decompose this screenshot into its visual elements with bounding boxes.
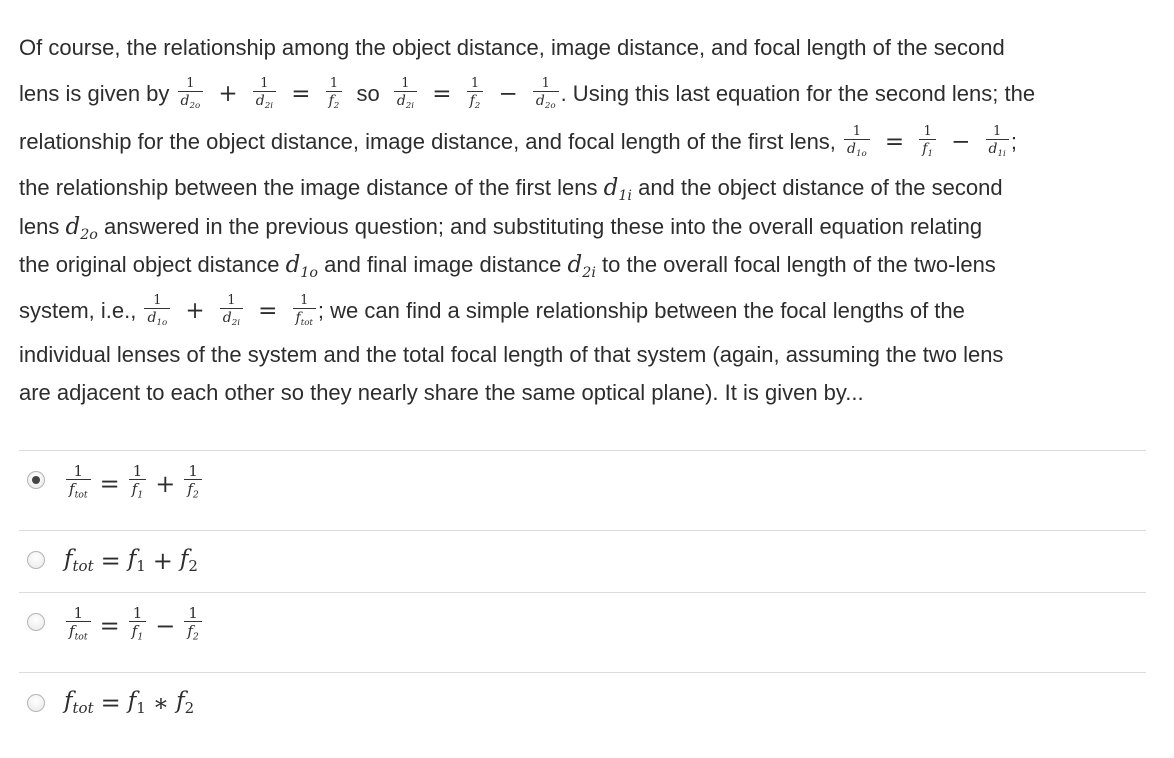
option-formula: $f_{tot}$ = $f_1$ + $f_2$ [64, 546, 198, 575]
fraction-1-over-d1o: $\frac{1}{d_{1o}}$ [144, 293, 170, 331]
question-text: and final image distance [324, 252, 562, 277]
fraction-1-over-f1: $\frac{1}{f_1}$ [919, 124, 936, 162]
question-text: the original object distance [19, 252, 280, 277]
fraction-1-over-d2o: $\frac{1}{d_{2o}}$ [178, 76, 204, 114]
question-text: to the overall focal length of the two-lens [602, 252, 996, 277]
option-formula: $\frac{1}{f_{tot}}$ = $\frac{1}{f_1}$ − $\frac{1}{f_2}$ [64, 606, 204, 645]
answer-option-2[interactable] [19, 531, 1146, 592]
question-text: so [356, 80, 380, 106]
question-text: lens is given by [19, 80, 170, 106]
equals-sign: = [258, 297, 278, 324]
question-text: system, i.e., [19, 297, 137, 323]
question-line-3 [19, 124, 1017, 162]
question-line-1: Of course, the relationship among the object distance, image distance, and focal length of the second [19, 35, 1005, 60]
question-text: . Using this last equation for the second lens; the [560, 80, 1036, 106]
fraction-1-over-d1o: $\frac{1}{d_{1o}}$ [844, 124, 870, 162]
plus-sign: + [218, 80, 238, 107]
equals-sign: = [432, 80, 452, 107]
equals-sign: = [291, 80, 311, 107]
question-text: the relationship between the image distance of the first lens [19, 175, 598, 200]
fraction-1-over-d2i: $\frac{1}{d_{2i}}$ [394, 76, 417, 114]
fraction-1-over-ftot: $\frac{1}{f_{tot}}$ [293, 293, 316, 331]
question-text: ; we can find a simple relationship between the focal lengths of the [317, 297, 965, 323]
question-text: answered in the previous question; and substituting these into the overall equation relating [104, 214, 983, 239]
fraction-1-over-d1i: $\frac{1}{d_{1i}}$ [986, 124, 1009, 162]
question-line-8: individual lenses of the system and the total focal length of that system (again, assuming the two lens [19, 342, 1004, 367]
var-d2i: $d_{2i}$ [567, 252, 596, 281]
var-d1i: $d_{1i}$ [603, 175, 632, 204]
question-text: lens [19, 214, 60, 239]
var-d1o: $d_{1o}$ [285, 252, 319, 281]
radio-button-selected[interactable] [27, 471, 45, 489]
minus-sign: − [951, 128, 971, 155]
radio-button[interactable] [27, 551, 45, 569]
question-text: and the object distance of the second [638, 175, 1003, 200]
answer-option-3[interactable] [19, 593, 1146, 672]
question-line-2 [19, 76, 1035, 114]
minus-sign: − [498, 80, 518, 107]
var-d2o: $d_{2o}$ [65, 214, 98, 243]
question-line-4 [19, 174, 1003, 210]
answer-option-4[interactable] [19, 673, 1146, 735]
question-line-7 [19, 293, 965, 331]
question-line-9: are adjacent to each other so they nearly share the same optical plane). It is given by... [19, 380, 864, 405]
answer-option-1[interactable] [19, 451, 1146, 530]
question-line-5 [19, 213, 982, 249]
equals-sign: = [884, 128, 905, 155]
question-text: relationship for the object distance, image distance, and focal length of the first lens, [19, 128, 836, 154]
question-line-6 [19, 251, 996, 287]
fraction-1-over-f2: $\frac{1}{f_2}$ [467, 76, 484, 114]
fraction-1-over-d2i: $\frac{1}{d_{2i}}$ [253, 76, 276, 114]
option-formula: $\frac{1}{f_{tot}}$ = $\frac{1}{f_1}$ + $\frac{1}{f_2}$ [64, 464, 204, 503]
fraction-1-over-d2i: $\frac{1}{d_{2i}}$ [220, 293, 243, 331]
radio-button[interactable] [27, 613, 45, 631]
plus-sign: + [185, 297, 205, 324]
option-formula: $f_{tot}$ = $f_1$ ∗ $f_2$ [64, 688, 195, 717]
fraction-1-over-d2o: $\frac{1}{d_{2o}}$ [533, 76, 559, 114]
fraction-1-over-f2: $\frac{1}{f_2}$ [326, 76, 343, 114]
question-text: ; [1010, 128, 1017, 154]
radio-button[interactable] [27, 694, 45, 712]
